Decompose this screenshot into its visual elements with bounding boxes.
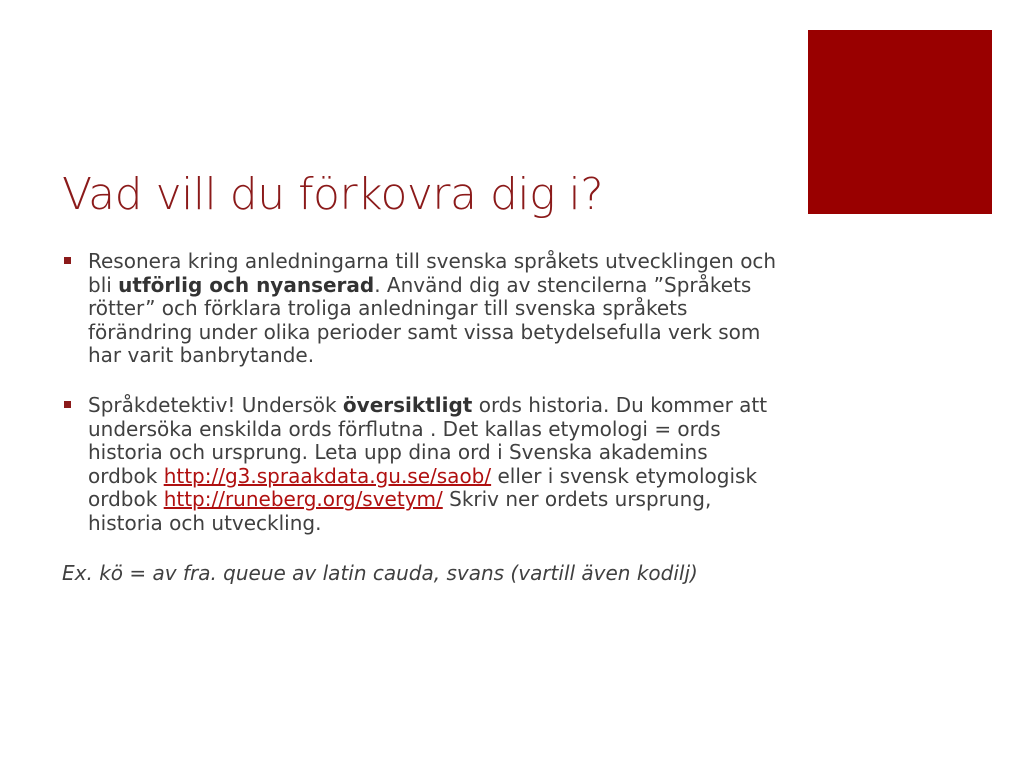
- slide-content: [62, 250, 777, 585]
- square-bullet-icon: [64, 257, 71, 264]
- slide-title: Vad vill du förkovra dig i?: [62, 169, 604, 220]
- bullet-text-part: . Använd dig av stencilerna ”Språkets rötter” och förklara troliga anledningar till svenska språkets förändring under olika perioder samt vissa betydelsefulla verk som har varit banbrytande.: [88, 272, 761, 368]
- saob-link[interactable]: http://g3.spraakdata.gu.se/saob/: [163, 463, 492, 488]
- bullet-bold-phrase: översiktligt: [342, 392, 473, 417]
- bullet-text-part: Skriv ner ordets ursprung, historia och utveckling.: [88, 487, 712, 535]
- bullet-text: [88, 394, 777, 536]
- svetym-link[interactable]: http://runeberg.org/svetym/: [163, 487, 443, 512]
- bullet-item-language-detective: [62, 394, 777, 536]
- accent-block: [808, 30, 992, 214]
- square-bullet-icon: [64, 401, 71, 408]
- bullet-text-part: Språkdetektiv! Undersök: [88, 392, 343, 417]
- bullet-bold-phrase: utförlig och nyanserad: [118, 272, 375, 297]
- bullet-text-part: ords historia. Du kommer att undersöka enskilda ords förflutna . Det kallas etymologi = ords historia och ursprung. Leta upp dina ord i Svenska akademins ordbok: [88, 392, 768, 488]
- bullet-item-reasoning: [62, 250, 777, 368]
- example-text: Ex. kö = av fra. queue av latin cauda, svans (vartill även kodilj): [62, 560, 698, 585]
- bullet-text-part: Resonera kring anledningarna till svenska språkets utvecklingen och bli: [88, 249, 777, 297]
- bullet-text: [88, 250, 777, 368]
- bullet-text-part: eller i svensk etymologisk ordbok: [88, 463, 758, 512]
